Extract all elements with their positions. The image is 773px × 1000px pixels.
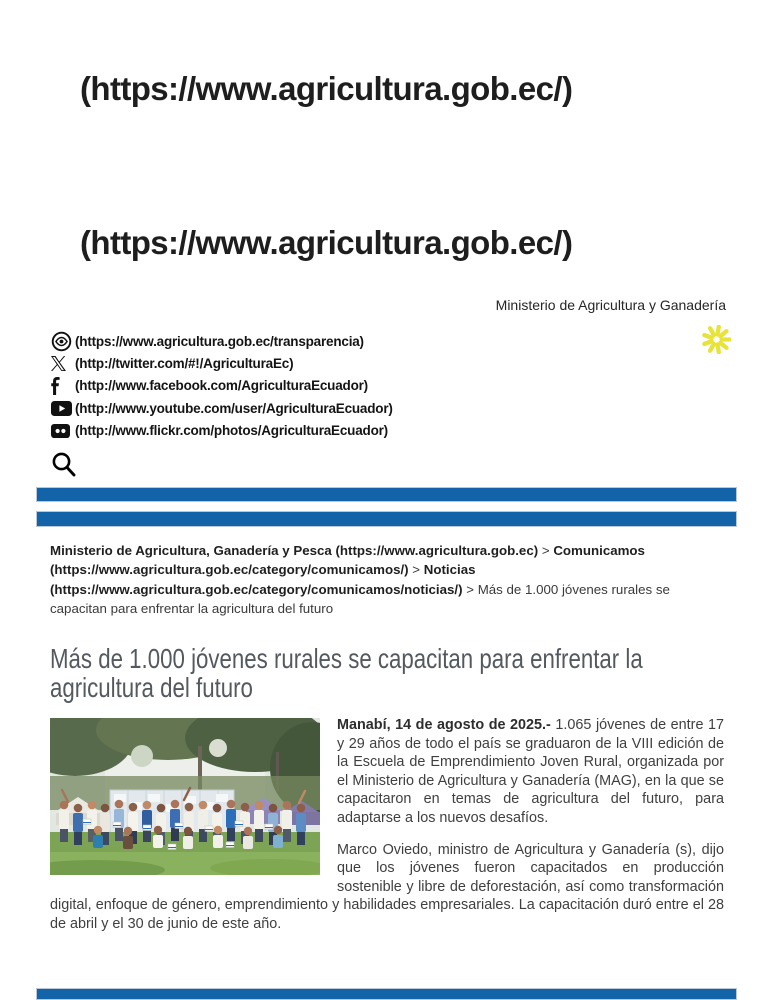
social-link-label: (http://twitter.com/#!/AgriculturaEc) xyxy=(75,356,294,372)
flickr-icon xyxy=(51,424,75,438)
youtube-icon xyxy=(51,401,75,416)
footer-blue-bar xyxy=(36,988,737,1000)
social-link-label: (http://www.flickr.com/photos/AgriculturaEcuador) xyxy=(75,423,388,439)
social-link-label: (http://www.facebook.com/AgriculturaEcuador) xyxy=(75,378,368,394)
breadcrumb-link-comunicamos[interactable]: Comunicamos (https://www.agricultura.gob.ec/category/comunicamos/) xyxy=(50,543,645,578)
social-link-flickr[interactable] xyxy=(51,420,393,442)
article-title: Más de 1.000 jóvenes rurales se capacitan para enfrentar la agricultura del futuro xyxy=(50,643,643,703)
article-paragraph-1-text: 1.065 jóvenes de entre 17 y 29 años de todo el país se graduaron de la VIII edición de la Escuela de Emprendimiento Joven Rural, organizada por el Ministerio de Agricultura y Ganadería (MAG), en la que se capacitaron en temas de agricultura del futuro, para adaptarse a los nuevos desafíos. xyxy=(337,717,725,826)
site-home-link-top[interactable]: (https://www.agricultura.gob.ec/) xyxy=(80,70,573,107)
header-blue-bar-top xyxy=(36,487,737,502)
x-twitter-icon xyxy=(51,356,75,371)
site-home-link-bottom[interactable]: (https://www.agricultura.gob.ec/) xyxy=(80,224,573,261)
search-button[interactable] xyxy=(51,451,77,478)
social-link-youtube[interactable] xyxy=(51,397,393,419)
social-links-list xyxy=(51,330,393,442)
article-dateline: Manabí, 14 de agosto de 2025.- xyxy=(337,717,551,733)
social-link-twitter[interactable] xyxy=(51,352,393,374)
social-link-label: (http://www.youtube.com/user/AgriculturaEcuador) xyxy=(75,400,393,416)
social-link-facebook[interactable] xyxy=(51,375,393,397)
facebook-icon xyxy=(51,377,75,395)
breadcrumb-separator: > xyxy=(412,562,421,578)
breadcrumb-link-home[interactable]: Ministerio de Agricultura, Ganadería y Pesca (https://www.agricultura.gob.ec) xyxy=(50,543,539,558)
ministry-name: Ministerio de Agricultura y Ganadería xyxy=(495,297,726,313)
social-link-transparency[interactable] xyxy=(51,330,393,352)
article-photo xyxy=(50,718,320,875)
social-link-label: (https://www.agricultura.gob.ec/transparencia) xyxy=(75,333,364,349)
search-icon xyxy=(51,451,77,478)
loading-spinner-icon xyxy=(702,325,731,354)
breadcrumb-link-noticias[interactable]: Noticias (https://www.agricultura.gob.ec/category/comunicamos/noticias/) xyxy=(50,562,476,597)
article-body xyxy=(50,716,724,947)
breadcrumb xyxy=(50,541,702,619)
transparency-eye-icon xyxy=(51,331,75,352)
breadcrumb-separator: > xyxy=(466,581,474,597)
breadcrumb-current-page: Más de 1.000 jóvenes rurales se capacitan para enfrentar la agricultura del futuro xyxy=(50,581,670,617)
breadcrumb-separator: > xyxy=(541,543,550,558)
article-paragraph-2-text: Marco Oviedo, ministro de Agricultura y Ganadería (s), dijo que los jóvenes fueron capacitados en producción sostenible y libre de deforestación, así como transformación digital, enfoque de género, emprendimiento y habilidades empresariales. La capacitación duró entre el 28 de abril y el 30 de junio de este año. xyxy=(50,841,724,932)
header-blue-bar-bottom xyxy=(36,511,737,527)
